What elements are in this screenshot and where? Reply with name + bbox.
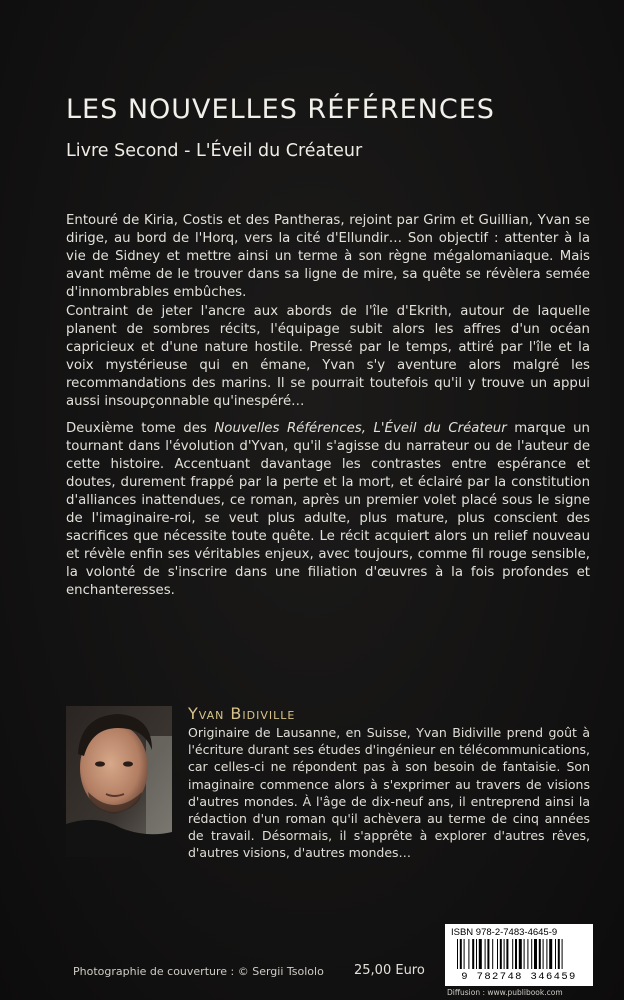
author-biography: Originaire de Lausanne, en Suisse, Yvan Bidiville prend goût à l'écriture durant ses études d'ingénieur en télécommunications, car celles-ci ne répondent pas à son besoin de fantaisie. Son imaginaire commence alors à s'exprimer au travers de visions d'autres mondes. À l'âge de dix-neuf ans, il entreprend ainsi la rédaction d'un roman qu'il achèvera au terme de cinq années de travail. Désormais, il s'apprête à explorer d'autres rêves, d'autres visions, d'autres mondes… <box>188 725 590 861</box>
barcode-bar <box>460 939 462 969</box>
barcode-bar <box>539 939 541 969</box>
book-price: 25,00 Euro <box>354 963 425 978</box>
book-subtitle: Livre Second - L'Éveil du Créateur <box>66 141 363 161</box>
barcode-bar <box>464 939 465 969</box>
synopsis-p3-start: Deuxième tome des <box>66 421 215 436</box>
barcode-bar <box>512 939 513 969</box>
barcode-bar <box>506 939 508 969</box>
barcode-bar <box>555 939 556 969</box>
barcode-bar <box>485 939 486 969</box>
barcode-bar <box>472 939 474 969</box>
barcode-bar <box>492 939 493 969</box>
barcode-bar <box>524 939 525 969</box>
barcode-bar <box>527 939 528 969</box>
synopsis-paragraph-1: Entouré de Kiria, Costis et des Pantheras, rejoint par Grim et Guillian, Yvan se dirige, au bord de l'Horq, vers la cité d'Ellundir… Son objectif : attenter à la vie de Sidney et mettre ainsi un terme à son règne mégalomaniaque. Mais avant même de le trouver dans sa ligne de mire, sa quête se révèlera semée d'innombrables embûches. <box>66 213 590 300</box>
diffusion-info: Diffusion : www.publibook.com <box>447 988 563 997</box>
isbn-number: ISBN 978-2-7483-4645-9 <box>451 927 558 938</box>
barcode-bars <box>449 939 589 971</box>
synopsis-p3-end: marque un tournant dans l'évolution d'Yvan, qu'il s'agisse du narrateur ou de l'auteur de cette histoire. Accentuant davantage les contrastes entre espérance et doutes, durement frappé par la perte et la mort, et éclairé par la constitution d'alliances inattendues, ce roman, après un premier volet placé sous le signe de l'imaginaire-roi, se veut plus adulte, plus mature, plus conscient des sacrifices que nécessite toute quête. Le récit acquiert alors un relief nouveau et révèle enfin ses véritables enjeux, avec toujours, comme fil rouge sensible, la volonté de s'inscrire dans une filiation d'œuvres à la fois profondes et enchanteresses. <box>66 421 590 598</box>
barcode-bar <box>497 939 498 969</box>
barcode-bar <box>457 939 458 969</box>
barcode-bar <box>546 939 547 969</box>
synopsis-p3-title: Nouvelles Références, L'Éveil du Créateur <box>214 421 507 436</box>
isbn-barcode <box>445 924 593 986</box>
barcode-bar <box>515 939 517 969</box>
synopsis-paragraph-2: Contraint de jeter l'ancre aux abords de l'île d'Ekrith, autour de laquelle planent de sombres récits, l'équipage subit alors les affres d'un océan capricieux et d'une nature hostile. Pressé par le temps, attiré par l'île et la voix mystérieuse qui en émane, Yvan s'y aventure alors malgré les recommandations des marins. Il se pourrait toutefois qu'il y trouve un appui aussi insoupçonnable qu'inespéré… <box>66 304 590 409</box>
barcode-bar <box>562 939 563 969</box>
barcode-bar <box>534 939 537 969</box>
barcode-bar <box>549 939 552 969</box>
synopsis-paragraph-3 <box>66 420 590 600</box>
author-portrait-image <box>66 706 172 857</box>
author-name: Yvan Bidiville <box>188 704 296 723</box>
photo-credit: Photographie de couverture : © Sergii Tsololo <box>73 965 324 978</box>
book-title: LES NOUVELLES RÉFÉRENCES <box>66 94 495 125</box>
barcode-bar <box>558 939 560 969</box>
barcode-digits: 9 782748 346459 <box>461 971 577 983</box>
barcode-bar <box>479 939 482 969</box>
barcode-bar <box>500 939 502 969</box>
barcode-bar <box>504 939 505 969</box>
barcode-bar <box>531 939 532 969</box>
barcode-bar <box>476 939 477 969</box>
author-photo <box>66 706 172 857</box>
barcode-bar <box>468 939 469 969</box>
barcode-bar <box>487 939 489 969</box>
barcode-bar <box>543 939 544 969</box>
barcode-bar <box>519 939 522 969</box>
